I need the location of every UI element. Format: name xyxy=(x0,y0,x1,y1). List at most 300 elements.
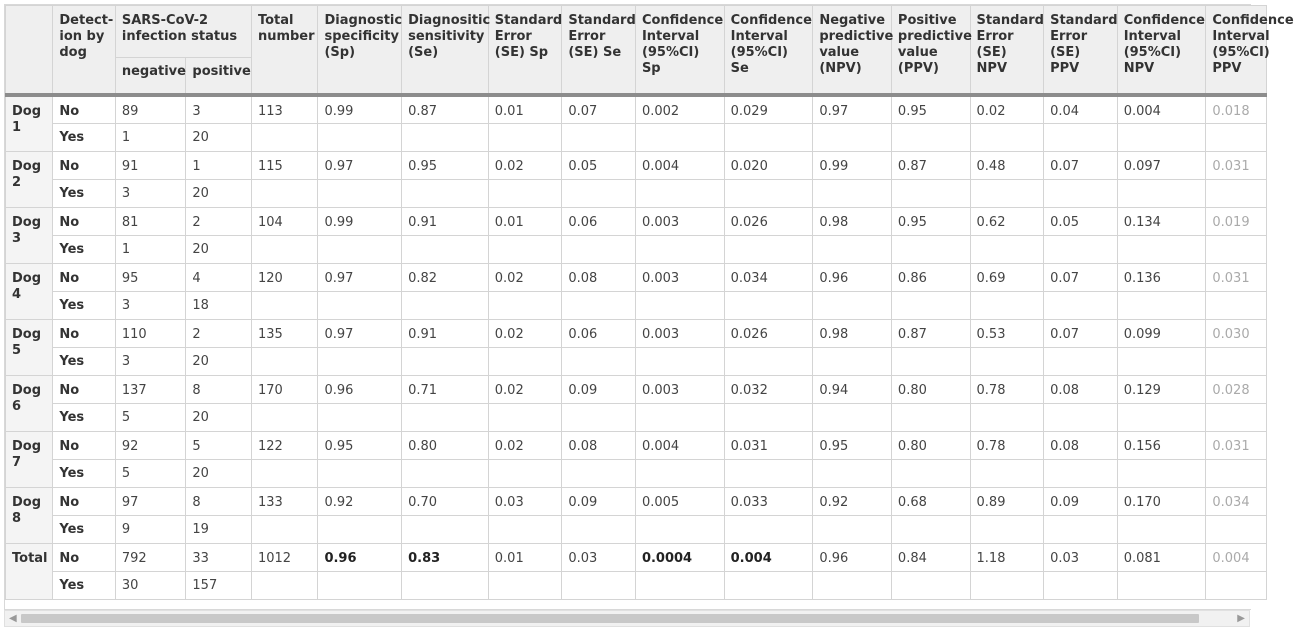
metric-value: 0.87 xyxy=(402,95,489,123)
row-group-label: Dog 2 xyxy=(6,151,53,207)
empty-cell xyxy=(318,123,402,151)
positive-count: 3 xyxy=(186,95,252,123)
empty-cell xyxy=(635,515,724,543)
detection-label: Yes xyxy=(53,291,115,319)
empty-cell xyxy=(318,403,402,431)
empty-cell xyxy=(635,179,724,207)
metric-value: 0.01 xyxy=(488,95,562,123)
metric-value: 0.95 xyxy=(813,431,892,459)
empty-cell xyxy=(1206,235,1267,263)
table-row xyxy=(6,431,1267,459)
empty-cell xyxy=(1044,403,1118,431)
header-positive: positive xyxy=(186,58,252,96)
header-negative: negative xyxy=(115,58,186,96)
positive-count: 20 xyxy=(186,235,252,263)
metric-value: 113 xyxy=(251,95,318,123)
empty-cell xyxy=(724,179,813,207)
metric-value: 0.94 xyxy=(813,375,892,403)
empty-cell xyxy=(251,571,318,599)
empty-cell xyxy=(1044,291,1118,319)
empty-cell xyxy=(402,459,489,487)
header-metric: Diagnositic sensitivity (Se) xyxy=(402,6,489,96)
metric-value: 0.030 xyxy=(1206,319,1267,347)
metric-value: 0.020 xyxy=(724,151,813,179)
header-metric: Confidence Interval (95%CI) Sp xyxy=(635,6,724,96)
empty-cell xyxy=(1206,515,1267,543)
empty-cell xyxy=(402,403,489,431)
metric-value: 0.01 xyxy=(488,207,562,235)
metric-value: 0.62 xyxy=(970,207,1044,235)
detection-label: Yes xyxy=(53,571,115,599)
empty-cell xyxy=(1206,571,1267,599)
detection-label: Yes xyxy=(53,515,115,543)
metric-value: 0.68 xyxy=(891,487,970,515)
detection-label: No xyxy=(53,431,115,459)
table-header xyxy=(6,6,1294,96)
metric-value: 0.002 xyxy=(635,95,724,123)
table-row xyxy=(6,207,1267,235)
metric-value: 0.031 xyxy=(1206,431,1267,459)
metric-value: 0.02 xyxy=(488,151,562,179)
scroll-left-icon[interactable]: ◀ xyxy=(9,613,17,624)
detection-label: Yes xyxy=(53,235,115,263)
metric-value: 0.97 xyxy=(318,319,402,347)
metric-value: 0.004 xyxy=(1117,95,1206,123)
empty-cell xyxy=(562,291,636,319)
empty-cell xyxy=(1044,123,1118,151)
metric-value: 1012 xyxy=(251,543,318,571)
metric-value: 0.02 xyxy=(970,95,1044,123)
empty-cell xyxy=(1206,179,1267,207)
header-corner xyxy=(6,6,53,96)
positive-count: 157 xyxy=(186,571,252,599)
table-row xyxy=(6,151,1267,179)
table-row xyxy=(6,375,1267,403)
negative-count: 137 xyxy=(115,375,186,403)
empty-cell xyxy=(1117,235,1206,263)
empty-cell xyxy=(1117,571,1206,599)
row-group-label: Total xyxy=(6,543,53,599)
detection-label: No xyxy=(53,319,115,347)
empty-cell xyxy=(251,347,318,375)
metric-value: 0.170 xyxy=(1117,487,1206,515)
metric-value: 0.89 xyxy=(970,487,1044,515)
empty-cell xyxy=(1117,123,1206,151)
metric-value: 0.84 xyxy=(891,543,970,571)
metric-value: 0.034 xyxy=(724,263,813,291)
empty-cell xyxy=(402,179,489,207)
empty-cell xyxy=(318,515,402,543)
empty-cell xyxy=(1044,459,1118,487)
detection-label: No xyxy=(53,375,115,403)
positive-count: 2 xyxy=(186,207,252,235)
metric-value: 0.95 xyxy=(402,151,489,179)
metric-value: 0.08 xyxy=(1044,375,1118,403)
metric-value: 0.05 xyxy=(562,151,636,179)
metric-value: 0.09 xyxy=(562,487,636,515)
metric-value: 0.95 xyxy=(318,431,402,459)
positive-count: 20 xyxy=(186,347,252,375)
header-metric: Negative predictive value (NPV) xyxy=(813,6,892,96)
header-metric: Confidence Interval (95%CI) PPV xyxy=(1206,6,1267,96)
metric-value: 0.099 xyxy=(1117,319,1206,347)
empty-cell xyxy=(251,235,318,263)
positive-count: 33 xyxy=(186,543,252,571)
empty-cell xyxy=(318,179,402,207)
empty-cell xyxy=(891,179,970,207)
row-group-label: Dog 5 xyxy=(6,319,53,375)
metric-value: 0.03 xyxy=(562,543,636,571)
table-row xyxy=(6,263,1267,291)
empty-cell xyxy=(488,347,562,375)
positive-count: 2 xyxy=(186,319,252,347)
empty-cell xyxy=(1117,459,1206,487)
metric-value: 0.003 xyxy=(635,207,724,235)
empty-cell xyxy=(724,123,813,151)
empty-cell xyxy=(1044,571,1118,599)
empty-cell xyxy=(635,235,724,263)
metric-value: 104 xyxy=(251,207,318,235)
metric-value: 0.07 xyxy=(1044,263,1118,291)
empty-cell xyxy=(318,347,402,375)
header-detection: Detect-ion by dog xyxy=(53,6,115,96)
empty-cell xyxy=(1206,459,1267,487)
positive-count: 20 xyxy=(186,403,252,431)
metric-value: 0.031 xyxy=(1206,151,1267,179)
empty-cell xyxy=(970,571,1044,599)
table-row xyxy=(6,403,1267,431)
metric-value: 0.78 xyxy=(970,431,1044,459)
metric-value: 0.03 xyxy=(1044,543,1118,571)
metric-value: 0.081 xyxy=(1117,543,1206,571)
row-group-label: Dog 7 xyxy=(6,431,53,487)
metric-value: 122 xyxy=(251,431,318,459)
empty-cell xyxy=(1117,515,1206,543)
metric-value: 0.004 xyxy=(635,151,724,179)
empty-cell xyxy=(635,347,724,375)
metric-value: 0.09 xyxy=(562,375,636,403)
detection-label: Yes xyxy=(53,347,115,375)
metric-value: 0.08 xyxy=(562,263,636,291)
empty-cell xyxy=(488,515,562,543)
empty-cell xyxy=(891,515,970,543)
negative-count: 1 xyxy=(115,123,186,151)
positive-count: 20 xyxy=(186,123,252,151)
positive-count: 4 xyxy=(186,263,252,291)
empty-cell xyxy=(724,459,813,487)
metric-value: 0.06 xyxy=(562,319,636,347)
negative-count: 110 xyxy=(115,319,186,347)
negative-count: 792 xyxy=(115,543,186,571)
empty-cell xyxy=(970,347,1044,375)
empty-cell xyxy=(891,347,970,375)
positive-count: 8 xyxy=(186,487,252,515)
empty-cell xyxy=(488,235,562,263)
header-metric: Standard Error (SE) PPV xyxy=(1044,6,1118,96)
detection-label: No xyxy=(53,207,115,235)
metric-value: 0.80 xyxy=(891,431,970,459)
metric-value: 0.91 xyxy=(402,207,489,235)
metric-value: 0.03 xyxy=(488,487,562,515)
metric-value: 0.48 xyxy=(970,151,1044,179)
metric-value: 0.87 xyxy=(891,319,970,347)
negative-count: 95 xyxy=(115,263,186,291)
empty-cell xyxy=(970,179,1044,207)
metric-value: 0.097 xyxy=(1117,151,1206,179)
metric-value: 0.97 xyxy=(813,95,892,123)
row-group-label: Dog 3 xyxy=(6,207,53,263)
empty-cell xyxy=(724,291,813,319)
metric-value: 0.003 xyxy=(635,263,724,291)
empty-cell xyxy=(1117,347,1206,375)
negative-count: 91 xyxy=(115,151,186,179)
detection-label: Yes xyxy=(53,403,115,431)
table-row xyxy=(6,543,1267,571)
table-row xyxy=(6,487,1267,515)
metric-value: 0.032 xyxy=(724,375,813,403)
negative-count: 81 xyxy=(115,207,186,235)
metric-value: 0.018 xyxy=(1206,95,1267,123)
scroll-right-icon[interactable]: ▶ xyxy=(1237,613,1245,624)
metric-value: 0.06 xyxy=(562,207,636,235)
empty-cell xyxy=(970,291,1044,319)
metric-value: 0.033 xyxy=(724,487,813,515)
header-metric: Standard Error (SE) NPV xyxy=(970,6,1044,96)
empty-cell xyxy=(402,123,489,151)
table-row xyxy=(6,319,1267,347)
row-group-label: Dog 8 xyxy=(6,487,53,543)
empty-cell xyxy=(318,291,402,319)
empty-cell xyxy=(724,235,813,263)
empty-cell xyxy=(1044,235,1118,263)
empty-cell xyxy=(891,123,970,151)
empty-cell xyxy=(402,291,489,319)
empty-cell xyxy=(970,123,1044,151)
metric-value: 0.99 xyxy=(318,95,402,123)
metric-value: 115 xyxy=(251,151,318,179)
empty-cell xyxy=(813,515,892,543)
empty-cell xyxy=(813,347,892,375)
empty-cell xyxy=(891,459,970,487)
metric-value: 0.71 xyxy=(402,375,489,403)
metric-value: 0.97 xyxy=(318,151,402,179)
empty-cell xyxy=(562,347,636,375)
metric-value: 0.005 xyxy=(635,487,724,515)
empty-cell xyxy=(724,347,813,375)
header-metric: Standard Error (SE) Sp xyxy=(488,6,562,96)
empty-cell xyxy=(562,515,636,543)
metric-value: 0.003 xyxy=(635,319,724,347)
metric-value: 0.136 xyxy=(1117,263,1206,291)
empty-cell xyxy=(251,123,318,151)
empty-cell xyxy=(813,179,892,207)
negative-count: 89 xyxy=(115,95,186,123)
empty-cell xyxy=(251,459,318,487)
table-scroll-area[interactable] xyxy=(4,4,1294,610)
empty-cell xyxy=(1044,515,1118,543)
metric-value: 0.69 xyxy=(970,263,1044,291)
empty-cell xyxy=(402,347,489,375)
metric-value: 0.034 xyxy=(1206,487,1267,515)
metric-value: 0.95 xyxy=(891,207,970,235)
metric-value: 135 xyxy=(251,319,318,347)
metric-value: 0.92 xyxy=(318,487,402,515)
metric-value: 0.01 xyxy=(488,543,562,571)
negative-count: 1 xyxy=(115,235,186,263)
empty-cell xyxy=(562,571,636,599)
header-metric: Total number xyxy=(251,6,318,96)
empty-cell xyxy=(813,403,892,431)
empty-cell xyxy=(813,235,892,263)
metric-value: 0.07 xyxy=(1044,151,1118,179)
negative-count: 30 xyxy=(115,571,186,599)
metric-value: 0.02 xyxy=(488,375,562,403)
detection-label: No xyxy=(53,151,115,179)
metric-value: 0.80 xyxy=(402,431,489,459)
empty-cell xyxy=(488,571,562,599)
metric-value: 0.0004 xyxy=(635,543,724,571)
empty-cell xyxy=(813,123,892,151)
header-metric: Confidence Interval (95%CI) Se xyxy=(724,6,813,96)
metric-value: 0.019 xyxy=(1206,207,1267,235)
row-group-label: Dog 4 xyxy=(6,263,53,319)
empty-cell xyxy=(488,459,562,487)
metric-value: 0.09 xyxy=(1044,487,1118,515)
table-row xyxy=(6,95,1267,123)
empty-cell xyxy=(724,515,813,543)
empty-cell xyxy=(562,459,636,487)
metric-value: 0.129 xyxy=(1117,375,1206,403)
metric-value: 0.134 xyxy=(1117,207,1206,235)
metric-value: 0.029 xyxy=(724,95,813,123)
metric-value: 0.02 xyxy=(488,431,562,459)
positive-count: 20 xyxy=(186,179,252,207)
empty-cell xyxy=(891,571,970,599)
empty-cell xyxy=(251,515,318,543)
header-metric: Standard Error (SE) Se xyxy=(562,6,636,96)
positive-count: 1 xyxy=(186,151,252,179)
empty-cell xyxy=(1206,347,1267,375)
empty-cell xyxy=(562,123,636,151)
metric-value: 0.003 xyxy=(635,375,724,403)
metric-value: 0.86 xyxy=(891,263,970,291)
metric-value: 0.96 xyxy=(813,543,892,571)
empty-cell xyxy=(488,123,562,151)
table-body xyxy=(6,95,1267,599)
metric-value: 0.53 xyxy=(970,319,1044,347)
empty-cell xyxy=(1044,179,1118,207)
header-metric: Confidence Interval (95%CI) NPV xyxy=(1117,6,1206,96)
metric-value: 0.95 xyxy=(891,95,970,123)
empty-cell xyxy=(813,571,892,599)
empty-cell xyxy=(562,179,636,207)
negative-count: 92 xyxy=(115,431,186,459)
negative-count: 3 xyxy=(115,347,186,375)
metric-value: 0.026 xyxy=(724,207,813,235)
negative-count: 3 xyxy=(115,179,186,207)
empty-cell xyxy=(318,571,402,599)
empty-cell xyxy=(318,235,402,263)
empty-cell xyxy=(970,235,1044,263)
row-group-label: Dog 6 xyxy=(6,375,53,431)
empty-cell xyxy=(1044,347,1118,375)
negative-count: 5 xyxy=(115,403,186,431)
empty-cell xyxy=(635,123,724,151)
empty-cell xyxy=(891,403,970,431)
scrollbar-thumb[interactable] xyxy=(21,614,1199,623)
table-row xyxy=(6,347,1267,375)
empty-cell xyxy=(251,403,318,431)
negative-count: 97 xyxy=(115,487,186,515)
empty-cell xyxy=(635,403,724,431)
empty-cell xyxy=(891,291,970,319)
metric-value: 1.18 xyxy=(970,543,1044,571)
positive-count: 20 xyxy=(186,459,252,487)
negative-count: 9 xyxy=(115,515,186,543)
empty-cell xyxy=(1117,403,1206,431)
detection-label: No xyxy=(53,487,115,515)
empty-cell xyxy=(635,571,724,599)
empty-cell xyxy=(813,459,892,487)
empty-cell xyxy=(1117,291,1206,319)
empty-cell xyxy=(970,515,1044,543)
detection-label: No xyxy=(53,543,115,571)
empty-cell xyxy=(251,179,318,207)
positive-count: 5 xyxy=(186,431,252,459)
empty-cell xyxy=(635,291,724,319)
empty-cell xyxy=(891,235,970,263)
metric-value: 0.05 xyxy=(1044,207,1118,235)
empty-cell xyxy=(1206,403,1267,431)
metric-value: 0.96 xyxy=(318,375,402,403)
metric-value: 0.96 xyxy=(318,543,402,571)
empty-cell xyxy=(402,515,489,543)
empty-cell xyxy=(635,459,724,487)
row-group-label: Dog 1 xyxy=(6,95,53,151)
empty-cell xyxy=(488,179,562,207)
metric-value: 0.70 xyxy=(402,487,489,515)
metric-value: 133 xyxy=(251,487,318,515)
horizontal-scrollbar[interactable] xyxy=(4,610,1250,627)
empty-cell xyxy=(318,459,402,487)
empty-cell xyxy=(1206,123,1267,151)
empty-cell xyxy=(402,571,489,599)
metric-value: 0.004 xyxy=(1206,543,1267,571)
table-row xyxy=(6,179,1267,207)
negative-count: 3 xyxy=(115,291,186,319)
metric-value: 0.07 xyxy=(1044,319,1118,347)
metric-value: 170 xyxy=(251,375,318,403)
metric-value: 0.92 xyxy=(813,487,892,515)
metric-value: 0.004 xyxy=(635,431,724,459)
empty-cell xyxy=(251,291,318,319)
empty-cell xyxy=(970,403,1044,431)
metric-value: 120 xyxy=(251,263,318,291)
empty-cell xyxy=(724,571,813,599)
empty-cell xyxy=(488,403,562,431)
metric-value: 0.02 xyxy=(488,263,562,291)
metric-value: 0.028 xyxy=(1206,375,1267,403)
metric-value: 0.96 xyxy=(813,263,892,291)
table-row xyxy=(6,459,1267,487)
empty-cell xyxy=(813,291,892,319)
positive-count: 8 xyxy=(186,375,252,403)
header-infection-status: SARS-CoV-2 infection status xyxy=(115,6,251,58)
metric-value: 0.98 xyxy=(813,207,892,235)
detection-label: Yes xyxy=(53,123,115,151)
detection-label: No xyxy=(53,263,115,291)
metric-value: 0.82 xyxy=(402,263,489,291)
